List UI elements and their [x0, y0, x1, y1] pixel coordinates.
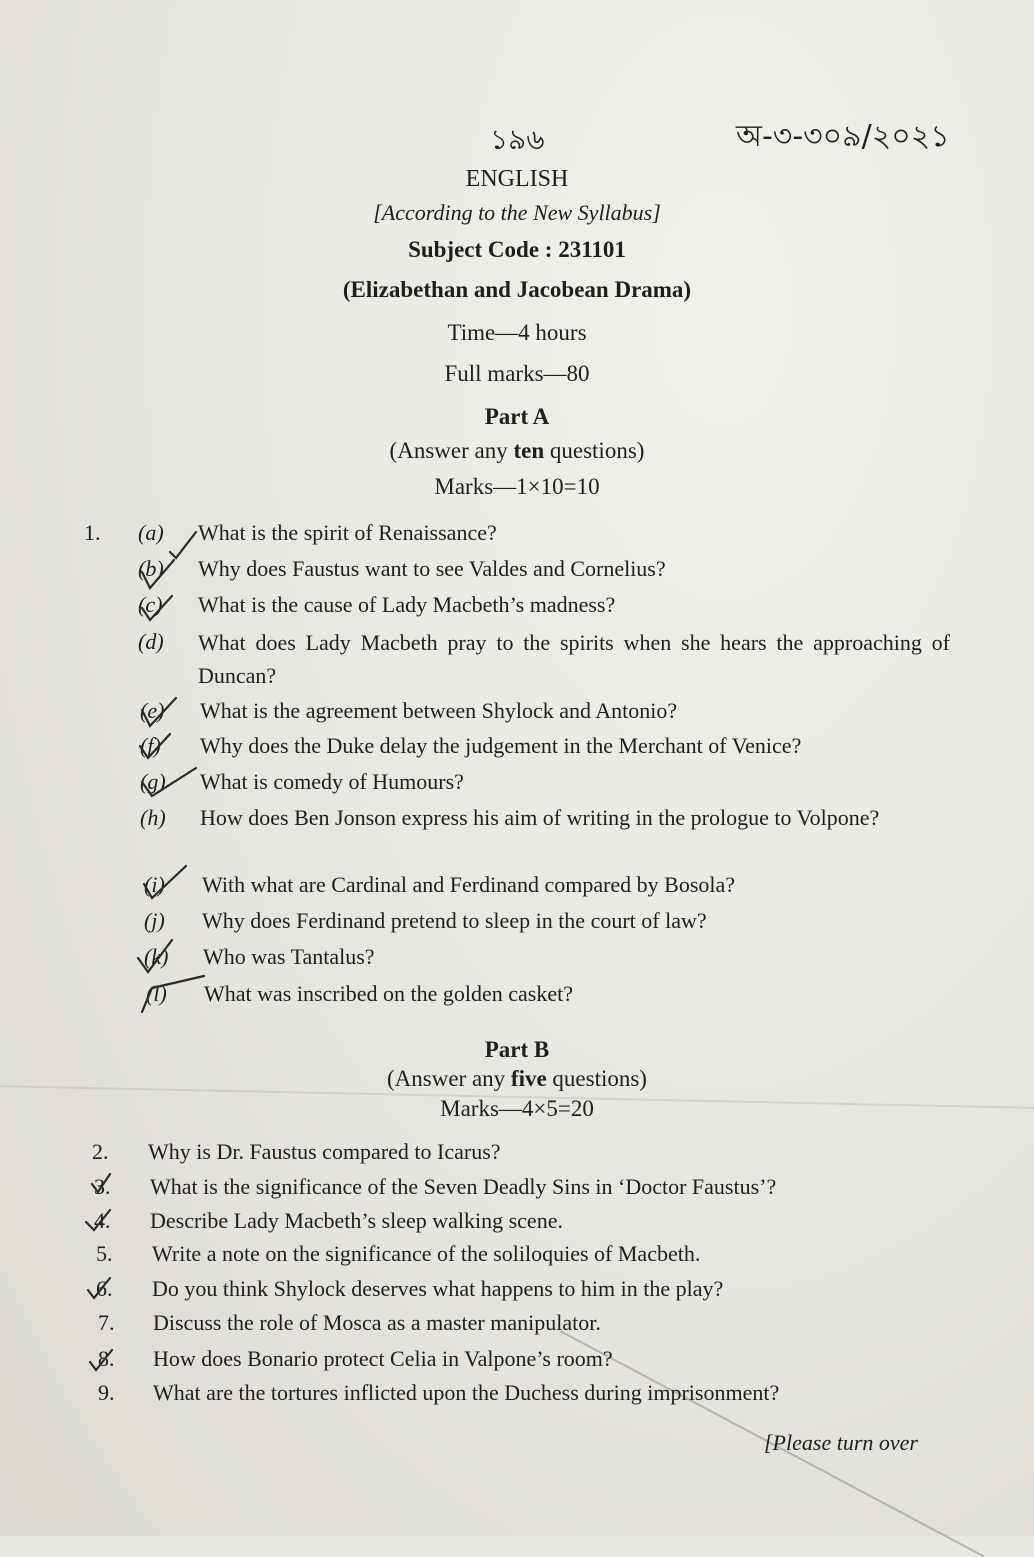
subject-title: ENGLISH	[465, 166, 569, 192]
question-text: What is the agreement between Shylock and Antonio?	[200, 698, 678, 723]
header-page-code: ১৯৬	[490, 123, 545, 156]
pen-tick-icon	[138, 940, 172, 972]
question-number: 8.	[98, 1346, 115, 1371]
question-number: 9.	[98, 1380, 115, 1405]
question-number: 5.	[96, 1241, 113, 1266]
question-label: (g)	[140, 769, 166, 794]
pen-tick-marks-part-b	[80, 1170, 140, 1380]
question-label: (e)	[140, 698, 165, 723]
full-marks: Full marks—80	[444, 361, 590, 386]
question-label: (k)	[144, 944, 169, 969]
pen-tick-marks	[130, 520, 220, 1020]
question-text: With what are Cardinal and Ferdinand compared by Bosola?	[202, 872, 736, 897]
question-label: (d)	[138, 629, 164, 654]
pen-tick-icon	[142, 976, 204, 1012]
question-text: Discuss the role of Mosca as a master manipulator.	[153, 1310, 601, 1335]
pen-tick-icon	[170, 532, 196, 558]
exam-time: Time—4 hours	[447, 320, 587, 345]
part-b-heading: Part B	[484, 1037, 550, 1062]
question-text: What is the spirit of Renaissance?	[198, 520, 497, 545]
question-label: (j)	[144, 908, 165, 933]
question-text: Why does Ferdinand pretend to sleep in the court of law?	[202, 908, 707, 933]
question-text: Who was Tantalus?	[203, 944, 375, 969]
question-text: What is the cause of Lady Macbeth’s madness?	[198, 592, 616, 617]
part-b-instruction: (Answer any five questions)	[387, 1066, 647, 1091]
pen-tick-icon	[142, 596, 172, 620]
pen-tick-icon	[142, 560, 174, 588]
pen-tick-icon	[140, 734, 170, 758]
pen-tick-icon	[92, 1174, 110, 1192]
pen-tick-icon	[86, 1210, 110, 1230]
question-text: Do you think Shylock deserves what happens to him in the play?	[152, 1276, 724, 1301]
part-a-heading: Part A	[484, 404, 550, 429]
question-number: 7.	[98, 1310, 115, 1335]
pen-tick-icon	[142, 768, 196, 796]
question-number: 3.	[94, 1174, 111, 1199]
question-text: What is comedy of Humours?	[200, 769, 464, 794]
header-exam-code: অ-৩-৩০৯/২০২১	[736, 119, 950, 154]
question-label: (c)	[138, 592, 163, 617]
question-label: (h)	[140, 805, 166, 830]
question-text: Why does the Duke delay the judgement in the Merchant of Venice?	[200, 733, 802, 758]
question-number: 6.	[96, 1276, 113, 1301]
question-label: (a)	[138, 520, 164, 545]
question-label: (b)	[138, 556, 164, 581]
question-text: Write a note on the significance of the soliloquies of Macbeth.	[152, 1241, 701, 1266]
question-number: 2.	[92, 1139, 109, 1164]
question-number: 1.	[84, 520, 101, 545]
pen-tick-icon	[88, 1278, 110, 1298]
question-text: How does Ben Jonson express his aim of writing in the prologue to Volpone?	[200, 805, 880, 830]
question-text: What are the tortures inflicted upon the Duchess during imprisonment?	[153, 1380, 780, 1405]
paper-name: (Elizabethan and Jacobean Drama)	[342, 277, 692, 302]
question-label: (i)	[144, 872, 165, 897]
question-text: Why does Faustus want to see Valdes and Cornelius?	[198, 556, 666, 581]
question-label: (f)	[140, 733, 161, 758]
question-text: What does Lady Macbeth pray to the spirits when she hears the approaching of Duncan?	[198, 630, 950, 688]
question-text: How does Bonario protect Celia in Valpone’s room?	[153, 1346, 613, 1371]
question-text: Describe Lady Macbeth’s sleep walking scene.	[150, 1208, 563, 1233]
pen-tick-icon	[142, 698, 176, 726]
part-a-marks: Marks—1×10=10	[434, 474, 600, 499]
question-text: Why is Dr. Faustus compared to Icarus?	[148, 1139, 501, 1164]
part-a-instruction: (Answer any ten questions)	[389, 438, 645, 463]
question-label: (l)	[146, 981, 167, 1006]
please-turn-over: [Please turn over	[764, 1430, 918, 1455]
question-text: What is the significance of the Seven Deadly Sins in ‘Doctor Faustus’?	[150, 1174, 777, 1199]
question-number: 4.	[94, 1208, 111, 1233]
part-b-marks: Marks—4×5=20	[440, 1096, 594, 1121]
syllabus-note: [According to the New Syllabus]	[373, 200, 661, 225]
pen-tick-icon	[144, 866, 186, 898]
subject-code: Subject Code : 231101	[408, 237, 626, 262]
pen-tick-icon	[90, 1350, 112, 1370]
question-text: What was inscribed on the golden casket?	[204, 981, 573, 1006]
